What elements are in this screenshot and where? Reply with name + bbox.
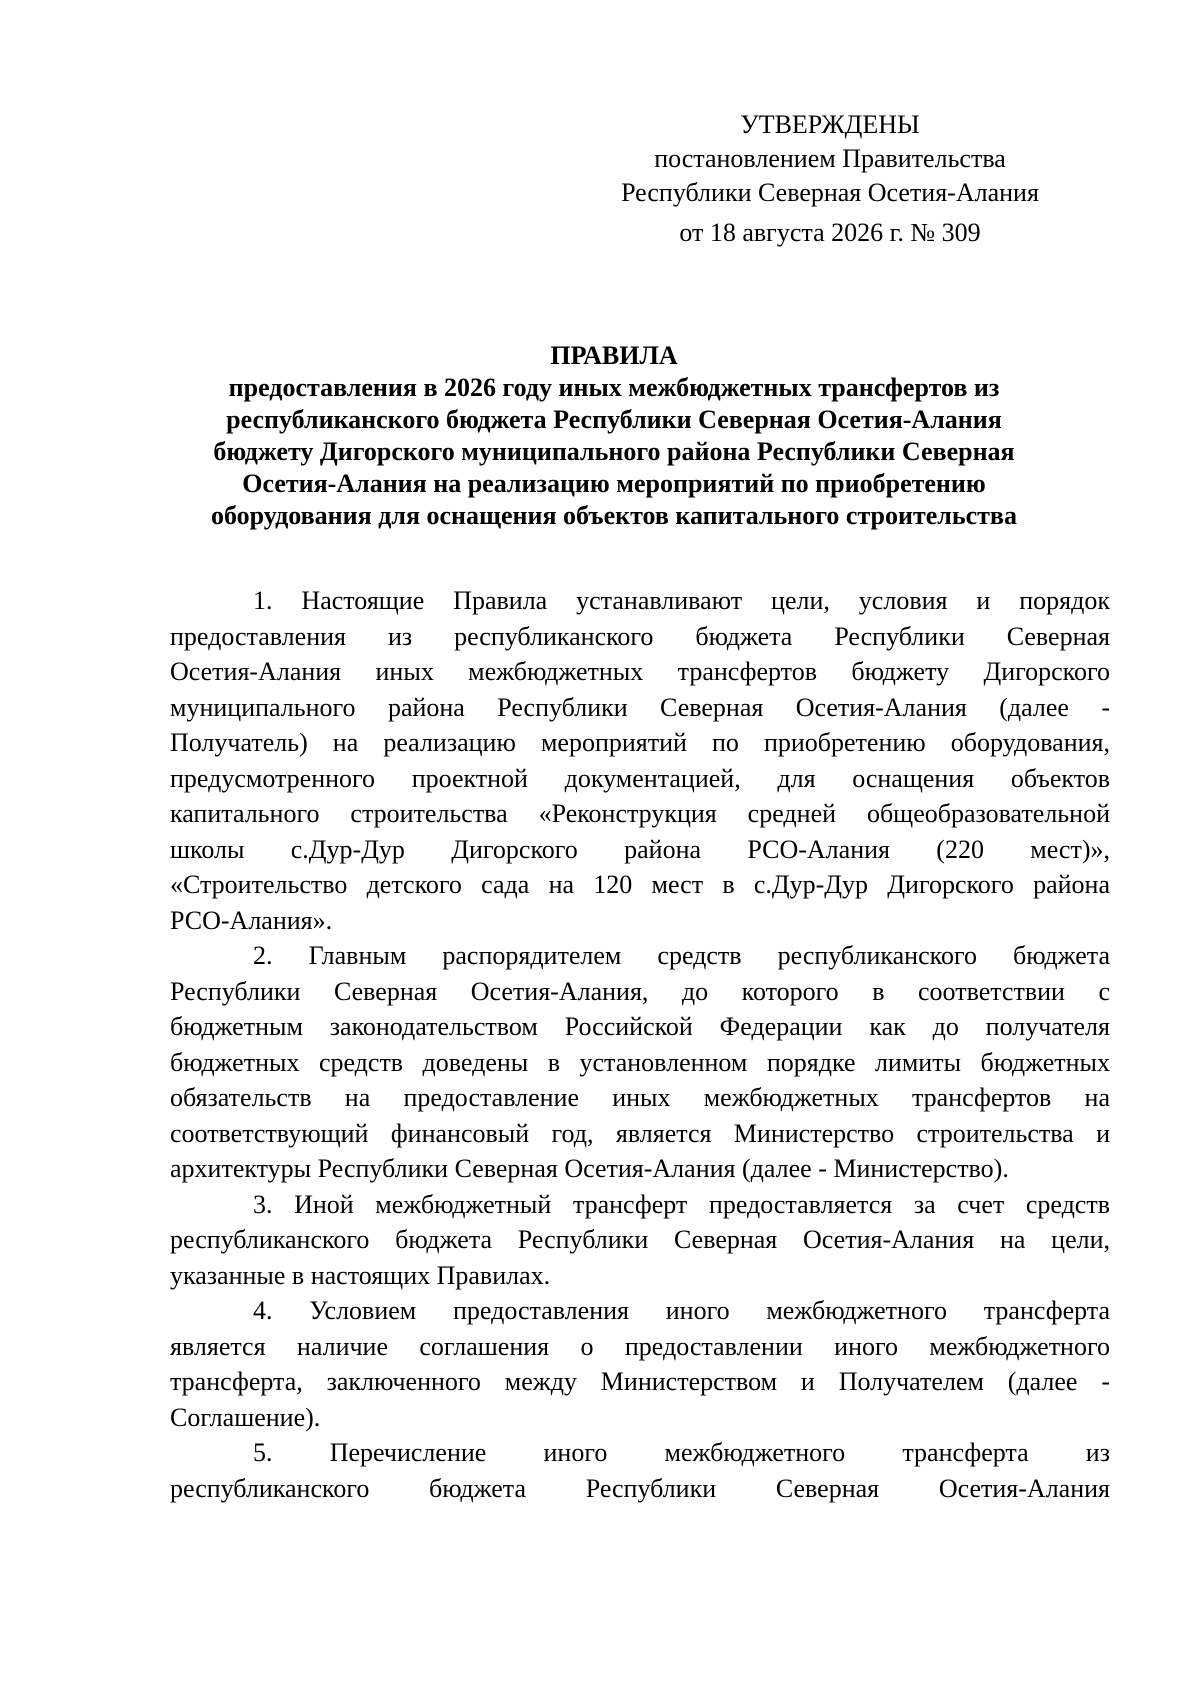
paragraph-line: Республики Северная Осетия-Алания, до которого в соответствии с <box>170 976 1110 1006</box>
title-subtitle-line: бюджету Дигорского муниципального района Республики Северная <box>213 437 1015 466</box>
paragraph-line: 5. Перечисление иного межбюджетного трансферта из <box>253 1438 1110 1467</box>
paragraph-4 <box>170 1293 1110 1435</box>
paragraph-line: предоставления из республиканского бюджета Республики Северная <box>170 621 1110 651</box>
paragraph-line: предусмотренного проектной документацией, для оснащения объектов <box>170 763 1110 793</box>
document-title <box>150 340 1078 532</box>
approval-heading: УТВЕРЖДЕНЫ <box>740 110 920 139</box>
title-subtitle-line: оборудования для оснащения объектов капитального строительства <box>211 501 1017 530</box>
title-subtitle-line: предоставления в 2026 году иных межбюджетных трансфертов из <box>228 373 1000 402</box>
approval-date: от 18 августа 2026 г. № 309 <box>679 218 981 247</box>
paragraph-line: является наличие соглашения о предоставлении иного межбюджетного <box>170 1331 1110 1361</box>
approval-government-line: Республики Северная Осетия-Алания <box>621 178 1039 207</box>
paragraph-line: Осетия-Алания иных межбюджетных трансфертов бюджету Дигорского <box>170 657 1110 686</box>
paragraph-line: указанные в настоящих Правилах. <box>170 1260 551 1290</box>
paragraph-line: трансферта, заключенного между Министерством и Получателем (далее - <box>170 1367 1110 1396</box>
title-subtitle-line: Осетия-Алания на реализацию мероприятий по приобретению <box>242 469 986 498</box>
paragraph-line: республиканского бюджета Республики Северная Осетия-Алания <box>170 1473 1110 1503</box>
paragraph-3 <box>170 1187 1110 1294</box>
paragraph-line: «Строительство детского сада на 120 мест в с.Дур-Дур Дигорского района <box>170 870 1110 899</box>
approval-resolution-line: постановлением Правительства <box>654 144 1006 173</box>
paragraph-line: бюджетных средств доведены в установленном порядке лимиты бюджетных <box>170 1047 1110 1077</box>
paragraph-line: обязательств на предоставление иных межбюджетных трансфертов на <box>170 1083 1110 1112</box>
paragraph-line: 2. Главным распорядителем средств республиканского бюджета <box>253 941 1110 970</box>
paragraph-1 <box>170 583 1110 938</box>
title-subtitle-line: республиканского бюджета Республики Северная Осетия-Алания <box>226 405 1002 434</box>
paragraph-line: республиканского бюджета Республики Северная Осетия-Алания на цели, <box>170 1225 1110 1254</box>
paragraph-line: муниципального района Республики Северная Осетия-Алания (далее - <box>170 692 1110 722</box>
paragraph-line: 1. Настоящие Правила устанавливают цели, условия и порядок <box>253 586 1110 615</box>
paragraph-5 <box>170 1435 1110 1506</box>
paragraph-line: 3. Иной межбюджетный трансферт предоставляется за счет средств <box>253 1189 1110 1219</box>
paragraph-line: РСО-Алания». <box>170 905 333 935</box>
paragraph-2 <box>170 938 1110 1187</box>
document-body <box>170 583 1110 1506</box>
paragraph-line: соответствующий финансовый год, является Министерство строительства и <box>170 1118 1110 1148</box>
paragraph-line: Соглашение). <box>170 1402 321 1432</box>
paragraph-line: Получатель) на реализацию мероприятий по приобретению оборудования, <box>170 728 1110 757</box>
paragraph-line: архитектуры Республики Северная Осетия-Алания (далее - Министерство). <box>170 1154 1009 1183</box>
paragraph-line: 4. Условием предоставления иного межбюджетного трансферта <box>253 1296 1110 1325</box>
paragraph-line: школы с.Дур-Дур Дигорского района РСО-Алания (220 мест)», <box>170 834 1110 864</box>
title-heading: ПРАВИЛА <box>550 341 678 370</box>
paragraph-line: капитального строительства «Реконструкция средней общеобразовательной <box>170 799 1110 828</box>
paragraph-line: бюджетным законодательством Российской Федерации как до получателя <box>170 1012 1110 1041</box>
approval-block <box>580 108 1080 250</box>
